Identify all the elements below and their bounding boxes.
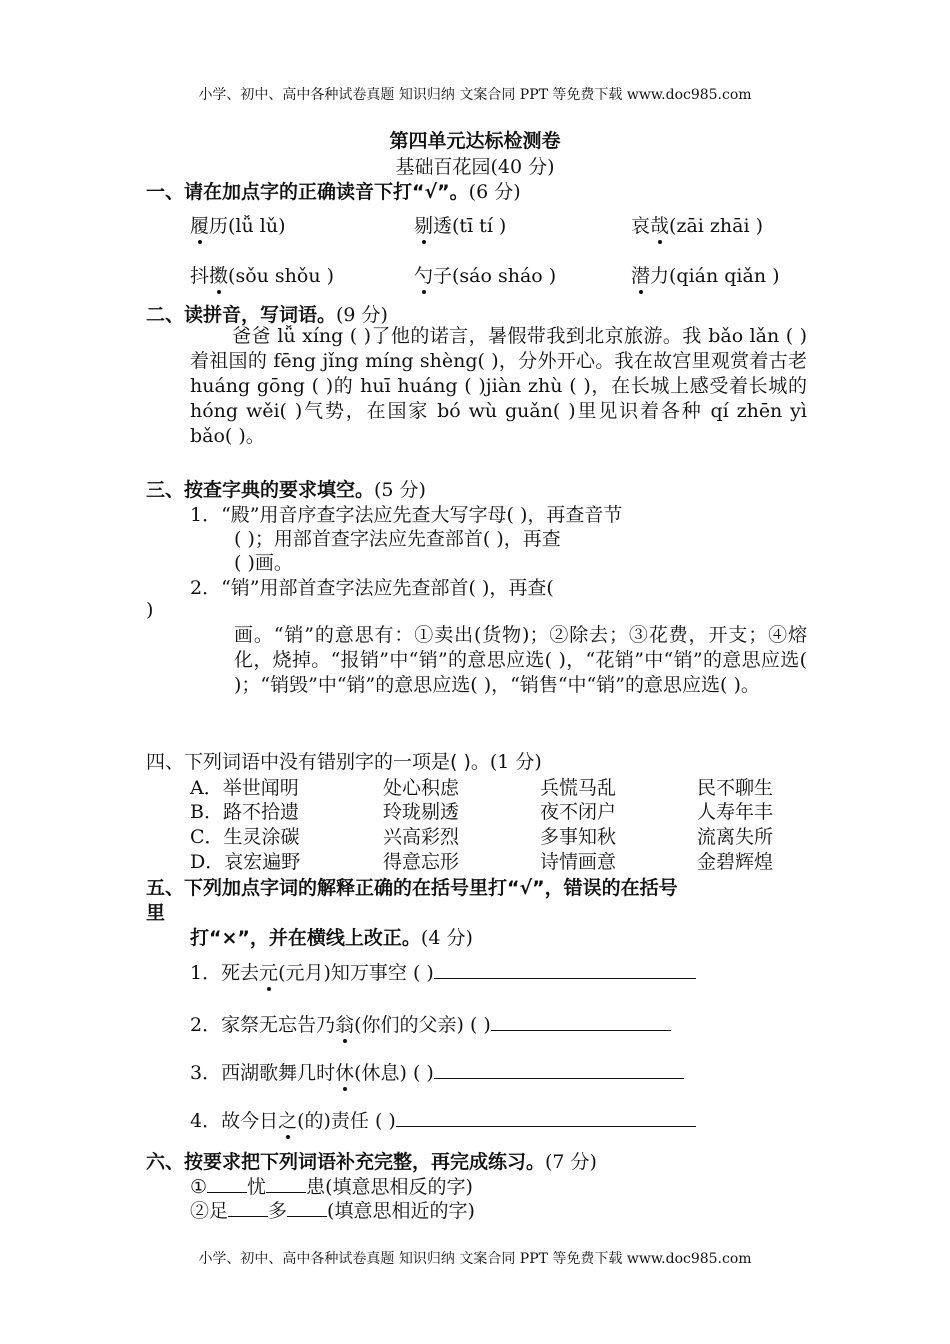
s3-q2-paragraph: 画。“销”的意思有：①卖出(货物)；②除去；③花费，开支；④熔化，烧掉。“报销”中“销”的意思应选( )，“花销”中“销”的意思应选( )；“销毁”中“销”的意思应选( )，“销售“中“销”的意思应选( )。 xyxy=(234,624,807,696)
s1-item-4: 抖擞(sǒu shǒu ) xyxy=(190,261,334,288)
section-2-title: 二、读拼音，写词语。 xyxy=(146,304,337,326)
fill-blank[interactable] xyxy=(207,1174,247,1193)
section-2-points: (9 分) xyxy=(336,304,388,326)
s4-option-d: D．哀宏遍野 得意忘形 诗情画意 金碧辉煌 xyxy=(190,851,774,873)
s1-item-5: 勺子(sáo sháo ) xyxy=(414,261,556,288)
s3-q2-line1: 2．“销”用部首查字法应先查部首( )，再查( xyxy=(190,577,554,599)
s6-item-2: ②足 多 (填意思相近的字) xyxy=(190,1200,475,1222)
section-4-points: (1 分) xyxy=(489,751,542,773)
s1-item-3: 哀哉(zāi zhāi ) xyxy=(631,211,763,238)
section-3-heading xyxy=(146,475,426,502)
s5-item-3: 3．西湖歌舞几时休(休息) ( ) xyxy=(190,1058,684,1085)
s1-item-2: 剔透(tī tí ) xyxy=(414,211,506,238)
answer-line[interactable] xyxy=(396,1108,696,1127)
s4-option-b: B．路不拾遗 玲珑剔透 夜不闭户 人寿年丰 xyxy=(190,801,774,823)
section-6-points: (7 分) xyxy=(545,1151,597,1173)
s1-item-6: 潜力(qián qiǎn ) xyxy=(631,261,780,288)
s5-item-2: 2．家祭无忘告乃翁(你们的父亲) ( ) xyxy=(190,1010,671,1037)
answer-line[interactable] xyxy=(491,1012,671,1031)
s5-item-1: 1．死去元(元月)知万事空 ( ) xyxy=(190,958,696,985)
section-3-title: 三、按查字典的要求填空。 xyxy=(146,479,375,501)
section-1-points: (6 分) xyxy=(468,181,521,203)
section-5-heading-line1b: 里 xyxy=(146,902,166,924)
section-4-heading xyxy=(146,747,542,774)
section-5-title: 打“×”，并在横线上改正。 xyxy=(190,927,421,949)
fill-blank[interactable] xyxy=(287,1198,327,1217)
s3-q2-line2: ) xyxy=(146,599,154,621)
page-title: 第四单元达标检测卷 xyxy=(389,130,561,152)
s2-paragraph: 爸爸 lǚ xíng ( )了他的诺言，暑假带我到北京旅游。我 bǎo lǎn ( )着祖国的 fēng jǐng míng shèng( )，分外开心。我在故宫里观赏着古老 huáng gōng ( )的 huī huáng ( )jiàn zhù ( )，在长城上感受着长城的 hóng wěi( )气势，在国家 bó wù guǎn( )里见识着各种 qí zhēn yì bǎo( )。 xyxy=(190,325,807,447)
section-4-title: 四、下列词语中没有错别字的一项是( )。 xyxy=(146,751,490,773)
s1-item-1: 履历(lǚ lǔ) xyxy=(190,211,286,238)
section-2-heading xyxy=(146,300,388,327)
section-6-heading xyxy=(146,1147,597,1174)
section-6-title: 六、按要求把下列词语补充完整，再完成练习。 xyxy=(146,1151,546,1173)
fill-blank[interactable] xyxy=(266,1174,306,1193)
section-1-heading xyxy=(146,177,521,204)
s3-q1-line3: ( )画。 xyxy=(234,552,293,574)
section-5-heading-line1: 五、下列加点字词的解释正确的在括号里打“√”，错误的在括号 xyxy=(146,877,678,899)
footer-banner: 小学、初中、高中各种试卷真题 知识归纳 文案合同 PPT 等免费下载 www.doc985.com xyxy=(198,1251,752,1267)
s6-item-1: ① 忧 患(填意思相反的字) xyxy=(190,1176,473,1198)
section-3-points: (5 分) xyxy=(374,479,426,501)
header-banner: 小学、初中、高中各种试卷真题 知识归纳 文案合同 PPT 等免费下载 www.doc985.com xyxy=(198,87,752,103)
s4-option-a: A．举世闻明 处心积虑 兵慌马乱 民不聊生 xyxy=(190,777,774,799)
answer-line[interactable] xyxy=(434,960,696,979)
answer-line[interactable] xyxy=(434,1060,684,1079)
s3-q1-line2: ( )；用部首查字法应先查部首( )，再查 xyxy=(234,528,561,550)
fill-blank[interactable] xyxy=(228,1198,268,1217)
section-5-heading-line2 xyxy=(190,923,473,950)
page-subtitle: 基础百花园(40 分) xyxy=(395,156,555,178)
s3-q1-line1: 1．“殿”用音序查字法应先查大写字母( )，再查音节 xyxy=(190,504,623,526)
section-1-title: 一、请在加点字的正确读音下打“√”。 xyxy=(146,181,469,203)
s4-option-c: C．生灵涂碳 兴高彩烈 多事知秋 流离失所 xyxy=(190,826,774,848)
section-5-points: (4 分) xyxy=(420,927,473,949)
s5-item-4: 4．故今日之(的)责任 ( ) xyxy=(190,1106,696,1133)
